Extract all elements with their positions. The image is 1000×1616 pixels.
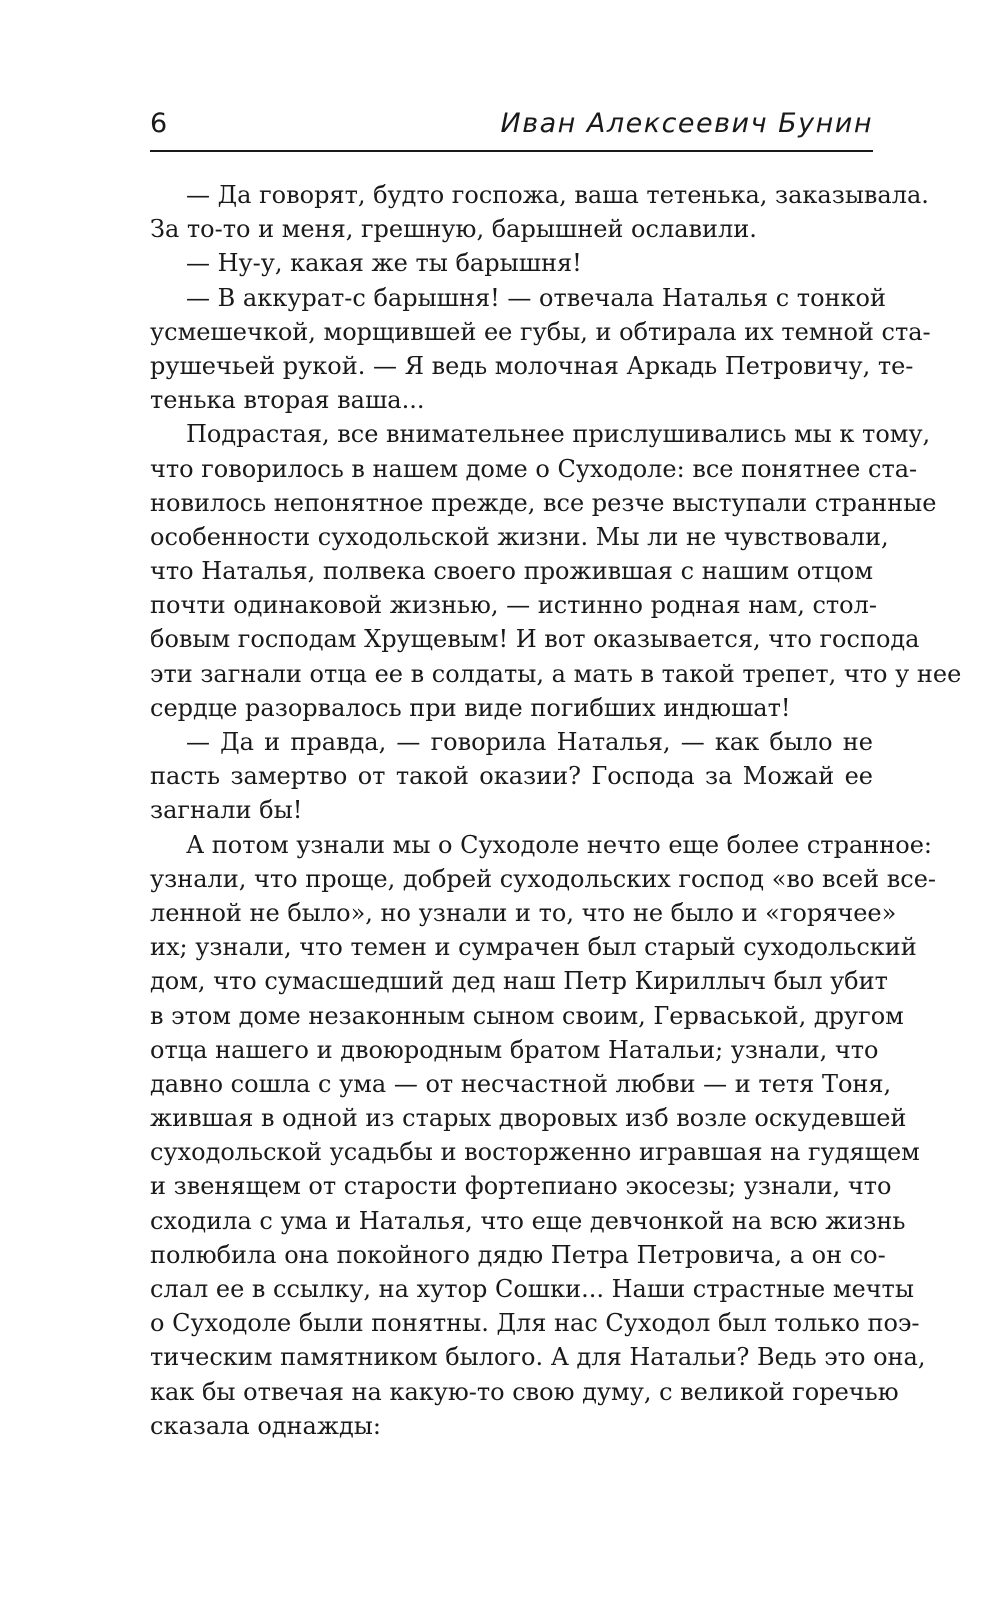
text-line: о Суходоле были понятны. Для нас Суходол был только поэ- [150,1309,920,1338]
text-line: пасть замертво от такой оказии? Господа за Можай ее [150,762,873,791]
text-line: новилось непонятное прежде, все резче выступали странные [150,488,937,517]
text-line: эти загнали отца ее в солдаты, а мать в такой трепет, что у нее [150,659,962,688]
text-line: давно сошла с ума — от несчастной любви — и тетя Тоня, [150,1069,892,1098]
running-head [150,100,873,152]
text-line: сердце разорвалось при виде погибших индюшат! [150,693,791,722]
page-number: 6 [150,108,168,139]
book-page [150,0,962,1616]
text-line: сказала однажды: [150,1411,381,1440]
text-line: что Наталья, полвека своего прожившая с нашим отцом [150,557,873,586]
text-line: полюбила она покойного дядю Петра Петровича, а он со- [150,1240,886,1269]
text-line: тенька вторая ваша... [150,386,425,415]
text-line: дом, что сумасшедший дед наш Петр Кириллыч был убит [150,967,888,996]
text-line: и звенящем от старости фортепиано экосезы; узнали, что [150,1172,892,1201]
text-line: почти одинаковой жизнью, — истинно родная нам, стол- [150,591,877,620]
text-line: слал ее в ссылку, на хутор Сошки... Наши страстные мечты [150,1275,914,1303]
text-line: сходила с ума и Наталья, что еще девчонкой на всю жизнь [150,1206,906,1235]
text-line: их; узнали, что темен и сумрачен был старый суходольский [150,933,917,962]
text-line: суходольской усадьбы и восторженно игравшая на гудящем [150,1138,920,1167]
text-line: отца нашего и двоюродным братом Натальи; узнали, что [150,1035,879,1064]
text-line: — Да говорят, будто госпожа, ваша тетенька, заказывала. [186,181,929,209]
text-line: как бы отвечая на какую-то свою думу, с великой горечью [150,1377,899,1406]
running-title: Иван Алексеевич Бунин [500,108,873,139]
text-line: — В аккурат-с барышня! — отвечала Наталья с тонкой [186,283,886,312]
text-line: рушечьей рукой. — Я ведь молочная Аркадь Петровичу, те- [150,351,914,380]
text-line: За то-то и меня, грешную, барышней ославили. [150,215,757,244]
body-text [150,178,962,1443]
text-line: особенности суходольской жизни. Мы ли не чувствовали, [150,522,889,551]
text-line: ленной не было», но узнали и то, что не было и «горячее» [150,898,897,927]
text-line: А потом узнали мы о Суходоле нечто еще более странное: [186,830,932,859]
text-line: — Да и правда, — говорила Наталья, — как было не [186,728,873,756]
text-line: Подрастая, все внимательнее прислушивались мы к тому, [186,420,931,449]
text-line: бовым господам Хрущевым! И вот оказывается, что господа [150,625,920,654]
text-line: загнали бы! [150,796,303,825]
text-line: — Ну-у, какая же ты барышня! [186,249,582,278]
text-line: узнали, что проще, добрей суходольских господ «во всей все- [150,864,937,893]
text-line: что говорилось в нашем доме о Суходоле: все понятнее ста- [150,454,918,483]
text-line: тическим памятником былого. А для Натальи? Ведь это она, [150,1343,926,1372]
text-line: жившая в одной из старых дворовых изб возле оскудевшей [150,1104,907,1133]
text-line: в этом доме незаконным сыном своим, Герваськой, другом [150,1001,904,1030]
text-line: усмешечкой, морщившей ее губы, и обтирала их темной ста- [150,317,931,346]
